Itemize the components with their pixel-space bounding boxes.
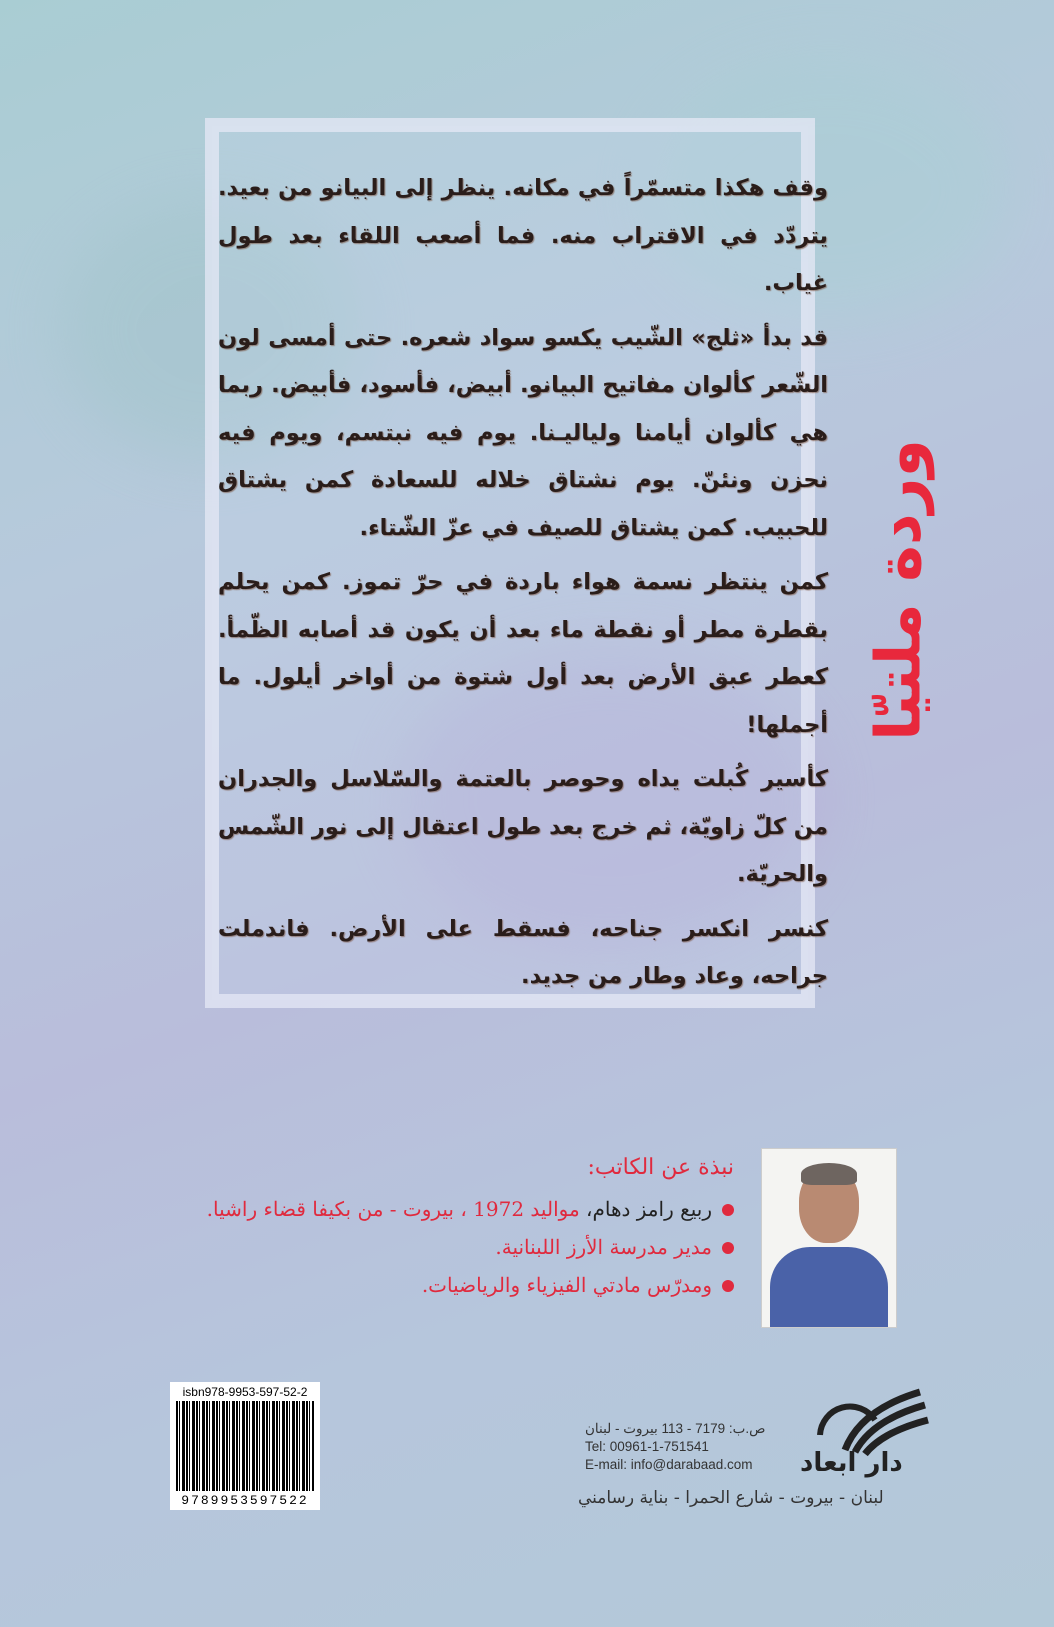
book-title-text: وردة ملتيّا [861,439,935,741]
email: E-mail: info@darabaad.com [585,1457,753,1472]
barcode-bars [176,1401,314,1491]
pobox: ص.ب: 7179 - 113 بيروت - لبنان [585,1421,766,1436]
author-name: ربيع رامز دهام، [586,1197,712,1221]
bio-item: ومدرّس مادتي الفيزياء والرياضيات. [207,1266,734,1304]
paragraph: كنسر انكسر جناحه، فسقط على الأرض. فاندملت جراحه، وعاد وطار من جديد. [218,915,828,989]
author-bio [207,1155,734,1304]
publisher-address: لبنان - بيروت - شارع الحمرا - بناية رسامني [578,1488,884,1508]
bio-item: مدير مدرسة الأرز اللبنانية. [207,1228,734,1266]
barcode-digits: 9789953597522 [181,1493,309,1508]
book-title [838,430,958,750]
blurb-text [218,165,828,1008]
paragraph: كمن ينتظر نسمة هواء باردة في حرّ تموز. كمن يحلم بقطرة مطر أو نقطة ماء بعد أن يكون قد أصابه الظّمأ. كعطر عبق الأرض بعد أول شتوة من أواخر أيلول. ما أجملها! [218,569,828,738]
paragraph: كأسير كُبلت يداه وحوصر بالعتمة والسّلاسل والجدران من كلّ زاويّة، ثم خرج بعد طول اعتقال إلى نور الشّمس والحريّة. [218,766,828,887]
isbn-text: isbn978-9953-597-52-2 [182,1385,308,1399]
bio-heading: نبذة عن الكاتب: [587,1155,734,1180]
publisher-logo [790,1380,950,1480]
phone: Tel: 00961-1-751541 [585,1439,709,1454]
author-photo [761,1148,897,1328]
logo-text: دار ابعاد [800,1448,903,1478]
publisher-contact [585,1420,765,1474]
bio-item-text: مواليد 1972 ، بيروت - من بكيفا قضاء راشيا. [206,1197,587,1221]
isbn-barcode [170,1382,320,1510]
bio-item [207,1190,734,1228]
paragraph: قد بدأ «ثلج» الشّيب يكسو سواد شعره. حتى أمسى لون الشّعر كألوان مفاتيح البيانو. أبيض، فأسود، فأبيض. ربما هي كألوان أيامنا ولياليـنا. يوم فيه نبتسم، ويوم فيه نحزن ونئنّ. يوم نشتاق خلاله للسعادة كمن يشتاق للحبيب. كمن يشتاق للصيف في عزّ الشّتاء. [218,324,828,541]
paragraph: وقف هكذا متسمّراً في مكانه. ينظر إلى البيانو من بعيد. يتردّد في الاقتراب منه. فما أصعب اللقاء بعد طول غياب. [218,175,828,296]
